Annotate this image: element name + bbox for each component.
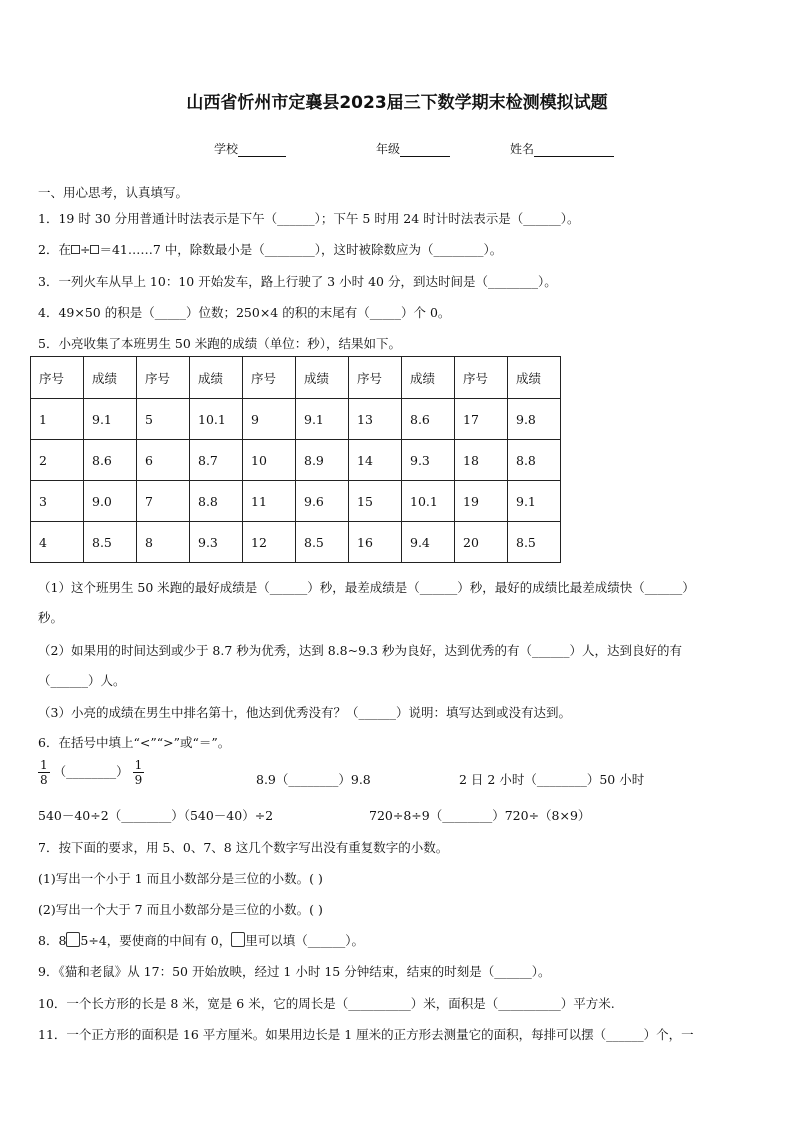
question-7: 7．按下面的要求，用 5、0、7、8 这几个数字写出没有重复数字的小数。: [38, 840, 449, 855]
blank-box-icon: [66, 932, 80, 947]
question-2: [38, 240, 502, 258]
question-5-2-cont: （______）人。: [38, 673, 126, 688]
table-cell: 16: [349, 522, 402, 563]
table-cell: 9.3: [190, 522, 243, 563]
table-cell: 成绩: [508, 357, 561, 399]
table-cell: 8.6: [402, 399, 455, 440]
q2-text-b: ÷: [79, 242, 91, 257]
question-5-3: （3）小亮的成绩在男生中排名第十，他达到优秀没有？（______）说明：填写达到或没有达到。: [38, 705, 571, 720]
table-row: [31, 440, 561, 481]
q6-item-c: 2 日 2 小时（________）50 小时: [459, 772, 645, 787]
fraction-1-9: $\frac{1}{9}$: [134, 758, 143, 787]
table-cell: 10: [243, 440, 296, 481]
table-cell: 8.5: [84, 522, 137, 563]
school-blank[interactable]: [238, 144, 286, 157]
question-1: 1．19 时 30 分用普通计时法表示是下午（______）；下午 5 时用 24 时计时法表示是（______）。: [38, 211, 580, 226]
fraction-1-8: $\frac{1}{8}$: [40, 758, 48, 787]
table-cell: 10.1: [402, 481, 455, 522]
table-cell: 序号: [455, 357, 508, 399]
table-cell: 12: [243, 522, 296, 563]
blank-square-icon: [71, 245, 80, 254]
table-cell: 1: [31, 399, 84, 440]
table-cell: 序号: [349, 357, 402, 399]
table-cell: 序号: [243, 357, 296, 399]
table-cell: 9.4: [402, 522, 455, 563]
table-cell: 成绩: [402, 357, 455, 399]
table-row: [31, 481, 561, 522]
question-5: 5．小亮收集了本班男生 50 米跑的成绩（单位：秒），结果如下。: [38, 336, 402, 351]
grade-label: 年级: [376, 142, 401, 156]
table-cell: 8.8: [508, 440, 561, 481]
table-cell: 8.5: [508, 522, 561, 563]
table-cell: 9.8: [508, 399, 561, 440]
table-cell: 18: [455, 440, 508, 481]
question-8: [38, 931, 364, 949]
name-field: [510, 140, 614, 157]
table-cell: 成绩: [190, 357, 243, 399]
table-cell: 8.5: [296, 522, 349, 563]
table-cell: 17: [455, 399, 508, 440]
table-cell: 4: [31, 522, 84, 563]
table-cell: 6: [137, 440, 190, 481]
table-row: [31, 522, 561, 563]
table-header-row: [31, 357, 561, 399]
table-cell: 7: [137, 481, 190, 522]
question-5-1: （1）这个班男生 50 米跑的最好成绩是（______）秒，最差成绩是（______）秒，最好的成绩比最差成绩快（______）: [38, 580, 695, 595]
table-cell: 成绩: [84, 357, 137, 399]
question-7-2: (2)写出一个大于 7 而且小数部分是三位的小数。( ): [38, 902, 323, 917]
q2-text-a: 2．在: [38, 242, 71, 257]
question-5-2: （2）如果用的时间达到或少于 8.7 秒为优秀，达到 8.8~9.3 秒为良好，达到优秀的有（______）人，达到良好的有: [38, 643, 682, 658]
question-10: 10．一个长方形的长是 8 米，宽是 6 米，它的周长是（__________）米，面积是（__________）平方米.: [38, 996, 615, 1011]
table-cell: 9.6: [296, 481, 349, 522]
q6-blank-1[interactable]: （________）: [53, 764, 129, 779]
grade-blank[interactable]: [400, 144, 450, 157]
table-cell: 成绩: [296, 357, 349, 399]
name-blank[interactable]: [534, 144, 614, 157]
table-cell: 10.1: [190, 399, 243, 440]
question-7-1: (1)写出一个小于 1 而且小数部分是三位的小数。( ): [38, 871, 323, 886]
table-cell: 2: [31, 440, 84, 481]
table-cell: 8.6: [84, 440, 137, 481]
table-cell: 9.3: [402, 440, 455, 481]
school-label: 学校: [214, 142, 239, 156]
scores-table: [30, 356, 561, 563]
table-cell: 5: [137, 399, 190, 440]
q6-item-b: 8.9（________）9.8: [256, 772, 371, 787]
blank-box-icon: [231, 932, 245, 947]
table-cell: 序号: [137, 357, 190, 399]
table-cell: 8.9: [296, 440, 349, 481]
table-cell: 20: [455, 522, 508, 563]
question-3: 3．一列火车从早上 10：10 开始发车，路上行驶了 3 小时 40 分，到达时间是（________）。: [38, 274, 557, 289]
table-cell: 13: [349, 399, 402, 440]
school-field: [214, 140, 286, 157]
table-cell: 11: [243, 481, 296, 522]
section-heading: 一、用心思考，认真填写。: [38, 185, 189, 200]
table-row: [31, 399, 561, 440]
q8-text-b: 5÷4，要使商的中间有 0，: [80, 933, 232, 948]
table-cell: 9: [243, 399, 296, 440]
table-cell: 9.0: [84, 481, 137, 522]
q8-text-a: 8．8: [38, 933, 67, 948]
table-cell: 序号: [31, 357, 84, 399]
grade-field: [376, 140, 450, 157]
question-11: 11．一个正方形的面积是 16 平方厘米。如果用边长是 1 厘米的正方形去测量它的面积，每排可以摆（______）个，一: [38, 1027, 694, 1042]
table-cell: 8.8: [190, 481, 243, 522]
q6-fraction-compare: [38, 758, 144, 787]
page-title: 山西省忻州市定襄县2023届三下数学期末检测模拟试题: [186, 93, 608, 113]
question-5-1-cont: 秒。: [38, 610, 64, 625]
table-cell: 8.7: [190, 440, 243, 481]
question-4: 4．49×50 的积是（_____）位数；250×4 的积的末尾有（_____）个 0。: [38, 305, 451, 320]
name-label: 姓名: [510, 142, 535, 156]
table-cell: 9.1: [84, 399, 137, 440]
q2-text-c: ＝41……7 中，除数最小是（________），这时被除数应为（________）。: [99, 242, 503, 257]
table-cell: 15: [349, 481, 402, 522]
question-6: 6．在括号中填上“<”“>”或“＝”。: [38, 735, 231, 750]
q6-item-e: 720÷8÷9（________）720÷（8×9）: [369, 808, 591, 823]
q8-text-c: 里可以填（______）。: [245, 933, 364, 948]
q6-item-d: 540－40÷2（________）（540－40）÷2: [38, 808, 274, 823]
table-cell: 8: [137, 522, 190, 563]
table-cell: 3: [31, 481, 84, 522]
table-cell: 9.1: [296, 399, 349, 440]
table-cell: 14: [349, 440, 402, 481]
question-9: 9．《猫和老鼠》从 17：50 开始放映，经过 1 小时 15 分钟结束，结束的时刻是（______）。: [38, 964, 551, 979]
table-cell: 19: [455, 481, 508, 522]
table-cell: 9.1: [508, 481, 561, 522]
